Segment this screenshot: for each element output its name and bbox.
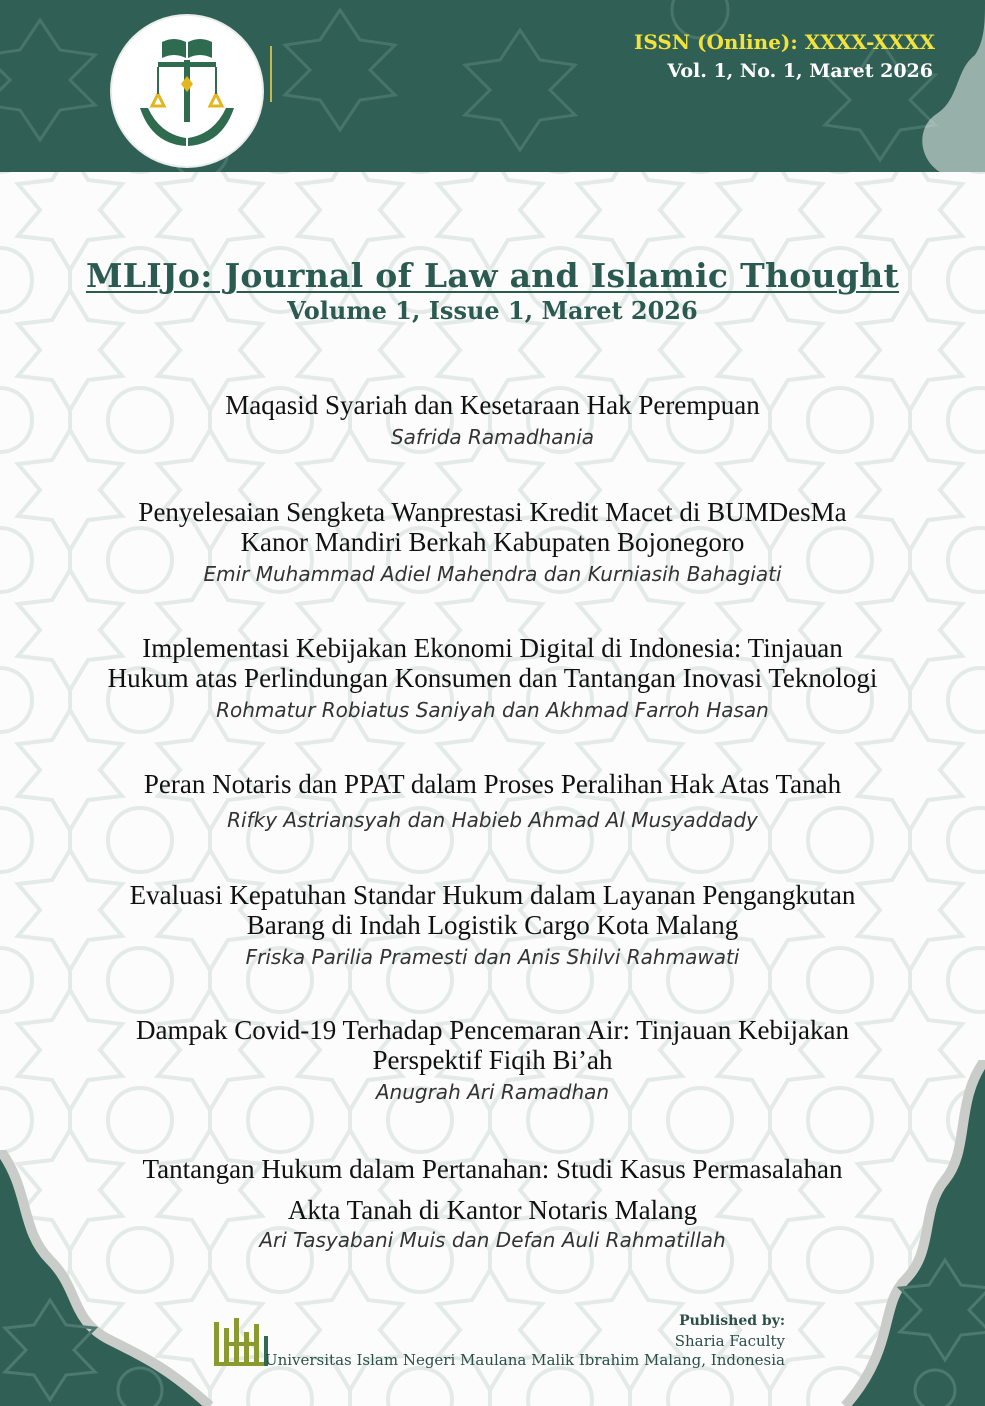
journal-subtitle: Volume 1, Issue 1, Maret 2026 (287, 296, 698, 325)
header-volume: Vol. 1, No. 1, Maret 2026 (667, 60, 933, 82)
article-5 (40, 880, 945, 969)
article-title: Tantangan Hukum dalam Pertanahan: Studi Kasus Permasalahan Akta Tanah di Kantor Notaris Malang (142, 1154, 843, 1225)
faculty-name: Sharia Faculty (674, 1332, 785, 1350)
article-authors: Safrida Ramadhania (390, 425, 595, 449)
article-title: Penyelesaian Sengketa Wanprestasi Kredit Macet di BUMDesMa Kanor Mandiri Berkah Kabupaten Bojonegoro (138, 497, 847, 557)
article-title: Dampak Covid-19 Terhadap Pencemaran Air: Tinjauan Kebijakan Perspektif Fiqih Bi’ah (136, 1015, 849, 1075)
publisher-block (265, 1313, 785, 1369)
article-authors: Friska Parilia Pramesti dan Anis Shilvi Rahmawati (245, 945, 740, 969)
journal-title: MLIJo: Journal of Law and Islamic Thought (85, 256, 900, 295)
uin-calligraphy-logo-icon (210, 1316, 272, 1372)
article-title: Peran Notaris dan PPAT dalam Proses Peralihan Hak Atas Tanah (143, 769, 842, 799)
justice-scale-book-hands-icon (112, 16, 262, 166)
issn-label: ISSN (Online): XXXX-XXXX (633, 30, 935, 54)
corner-ornament-right (785, 1060, 985, 1406)
logo-divider (270, 46, 272, 102)
university-name: Universitas Islam Negeri Maulana Malik Ibrahim Malang, Indonesia (264, 1351, 785, 1369)
article-title: Implementasi Kebijakan Ekonomi Digital di Indonesia: Tinjauan Hukum atas Perlindungan Konsumen dan Tantangan Inovasi Teknologi (107, 633, 878, 693)
article-2 (40, 497, 945, 586)
article-1 (40, 390, 945, 449)
article-title: Maqasid Syariah dan Kesetaraan Hak Perempuan (225, 390, 760, 420)
article-authors: Rohmatur Robiatus Saniyah dan Akhmad Farroh Hasan (216, 698, 769, 722)
published-by-label: Published by: (679, 1313, 785, 1329)
article-authors: Emir Muhammad Adiel Mahendra dan Kurniasih Bahagiati (203, 562, 782, 586)
journal-logo (112, 16, 262, 166)
article-3 (40, 633, 945, 722)
article-authors: Anugrah Ari Ramadhan (375, 1080, 610, 1104)
article-authors: Ari Tasyabani Muis dan Defan Auli Rahmatillah (259, 1228, 726, 1252)
article-4 (40, 769, 945, 832)
article-authors: Rifky Astriansyah dan Habieb Ahmad Al Musyaddady (227, 808, 758, 832)
article-title: Evaluasi Kepatuhan Standar Hukum dalam Layanan Pengangkutan Barang di Indah Logistik Cargo Kota Malang (129, 880, 856, 940)
